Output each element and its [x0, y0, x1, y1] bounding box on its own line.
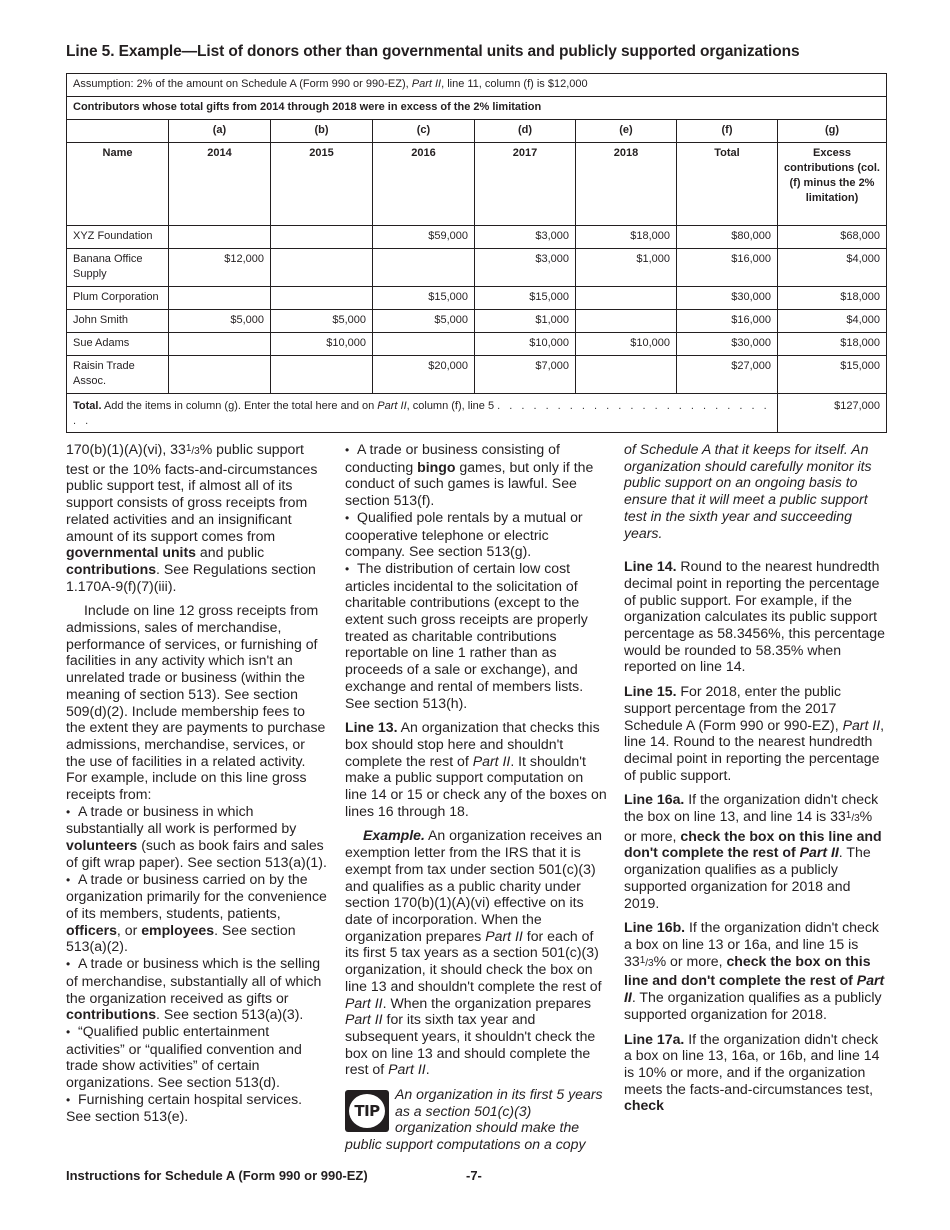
cell-2018: $18,000	[576, 226, 677, 249]
cell-total: $30,000	[677, 287, 778, 310]
cell-2014	[169, 287, 271, 310]
table-row	[67, 226, 887, 249]
bullet-item: • A trade or business which is the selling of merchandise, substantially all of which the organization received as gifts or contributions. See section 513(a)(3).	[66, 955, 328, 1023]
column-header: 2016	[373, 143, 475, 226]
total-row	[67, 394, 887, 433]
bullet-item: • A trade or business in which substantially all work is performed by volunteers (such as book fairs and sales of gift wrap paper). See section 513(a)(1).	[66, 803, 328, 871]
cell-2014	[169, 333, 271, 356]
line-16b-paragraph: Line 16b. If the organization didn't check a box on line 13 or 16a, and line 15 is $33^1/3\%$ or more, check the box on this line and don't complete the rest of Part II. The organization qualifies as a publicly supported organization for 2018.	[624, 919, 885, 1022]
column-letter: (g)	[778, 120, 887, 143]
cell-2016: $20,000	[373, 356, 475, 394]
cell-2016: $5,000	[373, 310, 475, 333]
cell-2015	[271, 249, 373, 287]
bullet-item: • Furnishing certain hospital services. See section 513(e).	[66, 1091, 328, 1125]
cell-2017: $1,000	[475, 310, 576, 333]
column-header: 2015	[271, 143, 373, 226]
cell-2015: $10,000	[271, 333, 373, 356]
cell-excess: $68,000	[778, 226, 887, 249]
tip-box	[345, 1086, 607, 1153]
column-letter: (c)	[373, 120, 475, 143]
column-header: 2014	[169, 143, 271, 226]
tip-text: An organization in its first 5 years as a section 501(c)(3) organization should make the public support computations on a copy	[345, 1086, 603, 1153]
donor-name: XYZ Foundation	[67, 226, 169, 249]
cell-2014	[169, 356, 271, 394]
bullet-item: • Qualified pole rentals by a mutual or cooperative telephone or electric company. See section 513(g).	[345, 509, 607, 560]
cell-2015	[271, 226, 373, 249]
column-letter: (f)	[677, 120, 778, 143]
cell-2015	[271, 287, 373, 310]
column-header: 2017	[475, 143, 576, 226]
text-column-3	[624, 441, 886, 1122]
column-letter: (e)	[576, 120, 677, 143]
cell-2016: $15,000	[373, 287, 475, 310]
paragraph: Include on line 12 gross receipts from admissions, sales of merchandise, performance of services, or furnishing of facilities in any activity which isn't an unrelated trade or business (within the meaning of section 513). See section 509(d)(2). Include membership fees to the extent they are payments to purchase admissions, merchandise, services, or the use of facilities in a related activity. For example, include on this line gross receipts from:	[66, 602, 326, 803]
column-letter: (b)	[271, 120, 373, 143]
cell-2014	[169, 226, 271, 249]
page-title: Line 5. Example—List of donors other than governmental units and publicly supported organizations	[66, 43, 800, 60]
cell-2015	[271, 356, 373, 394]
cell-total: $16,000	[677, 310, 778, 333]
donor-name: Raisin Trade Assoc.	[67, 356, 169, 394]
line-16a-paragraph: Line 16a. If the organization didn't check the box on line 13, and line 14 is $33^1/3\%$ or more, check the box on this line and don't complete the rest of Part II. The organization qualifies as a publicly supported organization for 2018 and 2019.	[624, 791, 882, 911]
assumption-note: Assumption: 2% of the amount on Schedule A (Form 990 or 990-EZ), Part II, line 11, column (f) is $12,000	[67, 74, 887, 97]
column-header: Name	[67, 143, 169, 226]
cell-excess: $18,000	[778, 333, 887, 356]
total-label: Total. Add the items in column (g). Enter the total here and on Part II, column (f), line 5 . . . . . . . . . . . . . . . . . . . . . . . . .	[67, 394, 778, 433]
example-paragraph: Example. An organization receives an exemption letter from the IRS that it is exempt from tax under section 501(c)(3) and qualifies as a public charity under section 170(b)(1)(A)(vi) effective on its date of incorporation. When the organization prepares Part II for each of its first 5 tax years as a section 501(c)(3) organization, it should check the box on line 13 and shouldn't complete the rest of Part II. When the organization prepares Part II for its sixth tax year and subsequent years, it shouldn't check the box on line 13 and should complete the rest of Part II.	[345, 827, 602, 1078]
total-value: $127,000	[778, 394, 887, 433]
column-letter: (d)	[475, 120, 576, 143]
line-15-paragraph: Line 15. For 2018, enter the public support percentage from the 2017 Schedule A (Form 990 or 990-EZ), Part II, line 14. Round to the nearest hundredth decimal point in reporting the percentage of public support.	[624, 683, 885, 783]
tip-continuation: of Schedule A that it keeps for itself. An organization should carefully monitor its public support on an ongoing basis to ensure that it will meet a public support test in the sixth year and succeeding years.	[624, 441, 872, 541]
column-header: 2018	[576, 143, 677, 226]
cell-2017: $10,000	[475, 333, 576, 356]
cell-2014: $12,000	[169, 249, 271, 287]
donors-table	[66, 73, 887, 433]
donor-name: John Smith	[67, 310, 169, 333]
line-13-paragraph: Line 13. An organization that checks this box should stop here and shouldn't complete the rest of Part II. It shouldn't make a public support computation on line 14 or 15 or check any of the boxes on lines 16 through 18.	[345, 719, 607, 819]
cell-2018	[576, 287, 677, 310]
footer-title: Instructions for Schedule A (Form 990 or 990-EZ)	[66, 1168, 368, 1183]
cell-excess: $18,000	[778, 287, 887, 310]
column-header: Total	[677, 143, 778, 226]
cell-2017: $3,000	[475, 226, 576, 249]
column-letter: (a)	[169, 120, 271, 143]
cell-total: $27,000	[677, 356, 778, 394]
cell-2014: $5,000	[169, 310, 271, 333]
cell-2016	[373, 249, 475, 287]
cell-2017: $3,000	[475, 249, 576, 287]
text-column-1	[66, 441, 328, 1125]
cell-total: $80,000	[677, 226, 778, 249]
column-letters-row	[67, 120, 887, 143]
donor-name: Plum Corporation	[67, 287, 169, 310]
table-row	[67, 356, 887, 394]
table-row	[67, 333, 887, 356]
bullet-item: • “Qualified public entertainment activities” or “qualified convention and trade show activities” of certain organizations. See section 513(d).	[66, 1023, 328, 1091]
cell-excess: $4,000	[778, 310, 887, 333]
cell-2018: $10,000	[576, 333, 677, 356]
column-headers-row	[67, 143, 887, 226]
table-row	[67, 310, 887, 333]
bullet-item: • A trade or business consisting of conducting bingo games, but only if the conduct of such games is lawful. See section 513(f).	[345, 441, 607, 509]
leader-dots: . . . . . . . . . . . . . . . . . . . . . . . . .	[73, 400, 770, 427]
cell-total: $16,000	[677, 249, 778, 287]
cell-2016	[373, 333, 475, 356]
table-row	[67, 249, 887, 287]
column-letter	[67, 120, 169, 143]
page-number: -7-	[466, 1168, 482, 1183]
text-column-2	[345, 441, 607, 1153]
line-17a-paragraph: Line 17a. If the organization didn't check a box on line 13, 16a, or 16b, and line 14 is 10% or more, and if the organization meets the facts-and-circumstances test, check	[624, 1030, 880, 1114]
cell-2018	[576, 310, 677, 333]
cell-2017: $7,000	[475, 356, 576, 394]
table-row	[67, 287, 887, 310]
cell-excess: $4,000	[778, 249, 887, 287]
donor-name: Banana Office Supply	[67, 249, 169, 287]
contributors-heading: Contributors whose total gifts from 2014 through 2018 were in excess of the 2% limitation	[67, 97, 887, 120]
bullet-item: • A trade or business carried on by the organization primarily for the convenience of its members, students, patients, officers, or employees. See section 513(a)(2).	[66, 871, 328, 956]
cell-2015: $5,000	[271, 310, 373, 333]
line-14-paragraph: Line 14. Round to the nearest hundredth decimal point in reporting the percentage of public support. For example, if the organization calculates its public support percentage as 58.3456%, this percentage would be rounded to 58.35% when reported on line 14.	[624, 558, 885, 675]
cell-2018	[576, 356, 677, 394]
cell-excess: $15,000	[778, 356, 887, 394]
donor-name: Sue Adams	[67, 333, 169, 356]
cell-2018: $1,000	[576, 249, 677, 287]
column-header: Excess contributions (col. (f) minus the 2% limitation)	[778, 143, 887, 226]
tip-icon: TIP	[345, 1090, 389, 1132]
bullet-item: • The distribution of certain low cost articles incidental to the solicitation of charitable contributions (except to the extent such gross receipts are properly treated as charitable contributions reportable on line 1 rather than as proceeds of a sale or exchange), and exchange and rental of members lists. See section 513(h).	[345, 560, 607, 711]
cell-2017: $15,000	[475, 287, 576, 310]
cell-2016: $59,000	[373, 226, 475, 249]
paragraph: 170(b)(1)(A)(vi), $33^1/3\%$ public support test or the 10% facts-and-circumstances public support test, if almost all of its support consists of gross receipts from related activities and an insignificant amount of its support comes from governmental units and public contributions. See Regulations section 1.170A-9(f)(7)(iii).	[66, 441, 318, 594]
cell-total: $30,000	[677, 333, 778, 356]
